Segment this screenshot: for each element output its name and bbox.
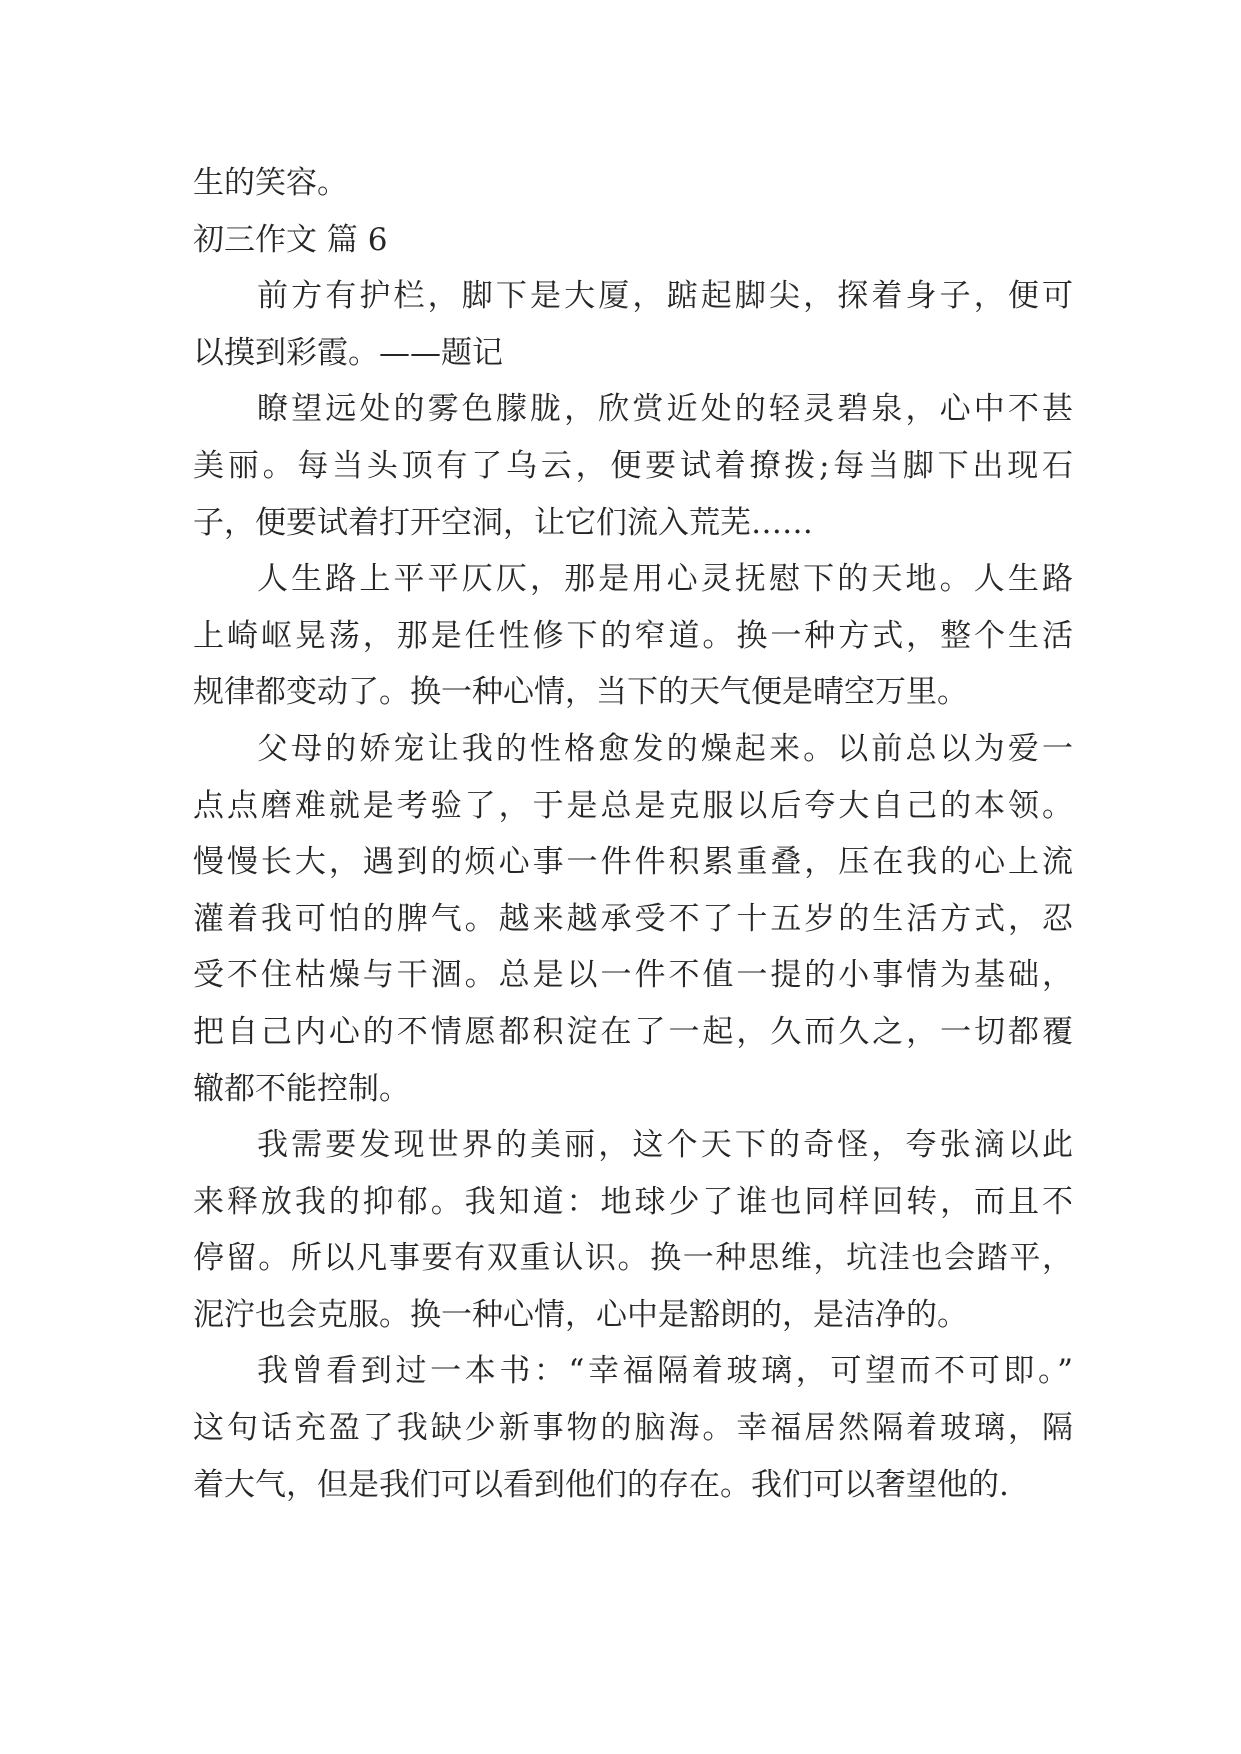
text-line: 前方有护栏，脚下是大厦，踮起脚尖，探着身子，便可 (257, 278, 1073, 315)
text-line: 子，便要试着打开空洞，让它们流入荒芜…… (193, 504, 813, 541)
document-body (193, 155, 1073, 1513)
text-line: 这句话充盈了我缺少新事物的脑海。幸福居然隔着玻璃，隔 (193, 1410, 1073, 1447)
text-line: 着大气，但是我们可以看到他们的存在。我们可以奢望他的. (193, 1466, 1009, 1503)
text-line: 慢慢长大，遇到的烦心事一件件积累重叠，压在我的心上流 (193, 844, 1073, 881)
section-heading: 初三作文 篇 6 (193, 221, 388, 258)
text-line: 人生路上平平仄仄，那是用心灵抚慰下的天地。人生路 (257, 561, 1073, 598)
text-line: 把自己内心的不情愿都积淀在了一起，久而久之，一切都覆 (193, 1013, 1073, 1050)
text-line: 我曾看到过一本书：“幸福隔着玻璃，可望而不可即。” (257, 1353, 1073, 1390)
text-line: 上崎岖晃荡，那是任性修下的窄道。换一种方式，整个生活 (193, 617, 1073, 654)
text-line: 规律都变动了。换一种心情，当下的天气便是晴空万里。 (193, 674, 968, 711)
text-line: 父母的娇宠让我的性格愈发的燥起来。以前总以为爱一 (257, 730, 1073, 767)
text-line: 停留。所以凡事要有双重认识。换一种思维，坑洼也会踏平， (193, 1240, 1073, 1277)
text-line: 泥泞也会克服。换一种心情，心中是豁朗的，是洁净的。 (193, 1296, 968, 1333)
text-line: 灌着我可怕的脾气。越来越承受不了十五岁的生活方式，忍 (193, 900, 1073, 937)
text-line: 点点磨难就是考验了，于是总是克服以后夸大自己的本领。 (193, 787, 1073, 824)
text-line: 我需要发现世界的美丽，这个天下的奇怪，夸张滴以此 (257, 1127, 1073, 1164)
text-line: 来释放我的抑郁。我知道：地球少了谁也同样回转，而且不 (193, 1183, 1073, 1220)
text-line: 辙都不能控制。 (193, 1070, 410, 1107)
text-line: 受不住枯燥与干涸。总是以一件不值一提的小事情为基础， (193, 957, 1073, 994)
text-line: 美丽。每当头顶有了乌云，便要试着撩拨;每当脚下出现石 (193, 447, 1073, 484)
text-line: 生的笑容。 (193, 165, 348, 201)
text-line: 瞭望远处的雾色朦胧，欣赏近处的轻灵碧泉，心中不甚 (257, 391, 1073, 428)
text-line: 以摸到彩霞。——题记 (193, 334, 503, 371)
